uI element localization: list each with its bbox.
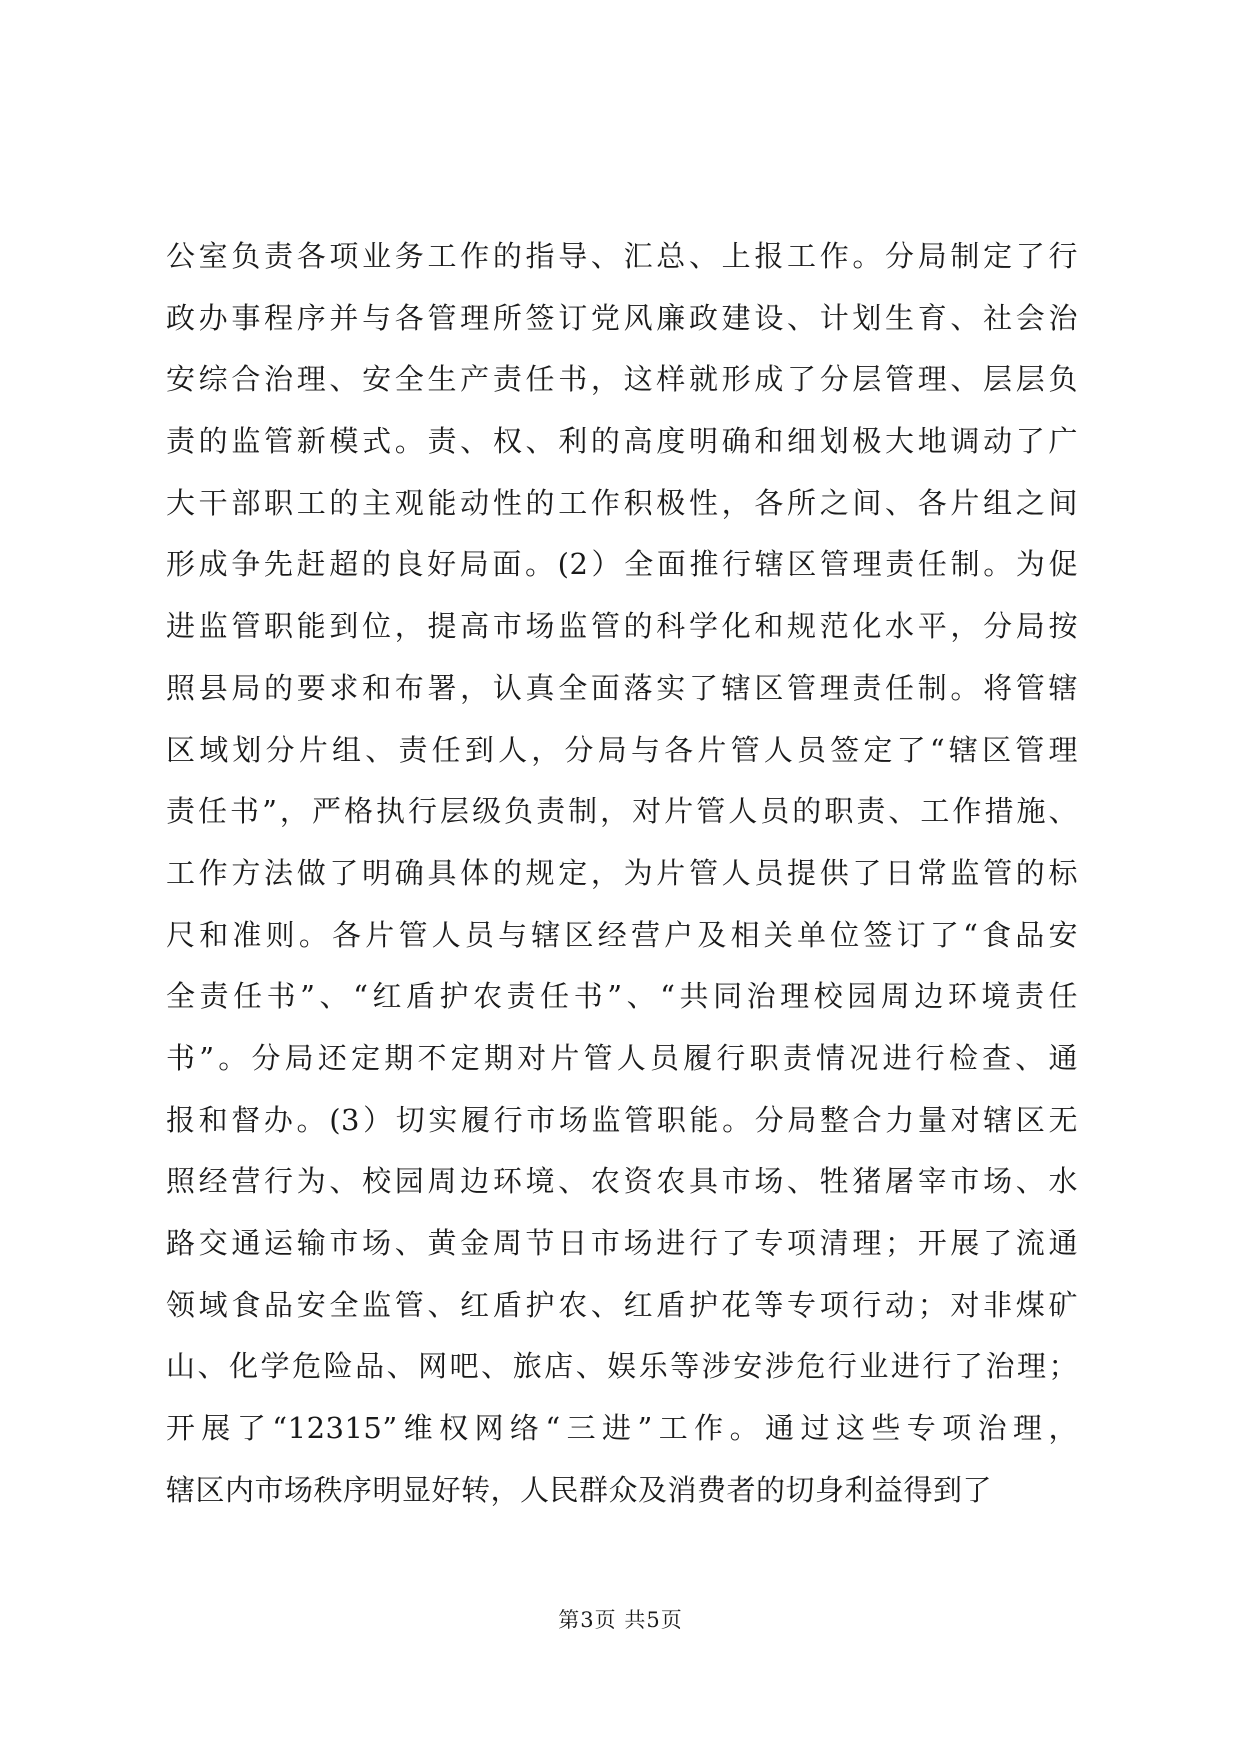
text-line: 报和督办。(3）切实履行市场监管职能。分局整合力量对辖区无 [166, 1102, 1078, 1137]
text-line: 责任书”，严格执行层级负责制，对片管人员的职责、工作措施、 [166, 794, 1078, 829]
text-line: 照经营行为、校园周边环境、农资农具市场、牲猪屠宰市场、水 [166, 1164, 1078, 1199]
body-paragraph [166, 226, 1078, 1521]
text-line: 开展了“12315”维权网络“三进”工作。通过这些专项治理， [166, 1411, 1078, 1446]
text-line: 全责任书”、“红盾护农责任书”、“共同治理校园周边环境责任 [166, 979, 1078, 1014]
text-line: 公室负责各项业务工作的指导、汇总、上报工作。分局制定了行 [166, 239, 1078, 273]
text-line: 进监管职能到位，提高市场监管的科学化和规范化水平，分局按 [166, 609, 1078, 644]
text-line: 书”。分局还定期不定期对片管人员履行职责情况进行检查、通 [166, 1040, 1078, 1075]
text-line: 安综合治理、安全生产责任书，这样就形成了分层管理、层层负 [166, 362, 1078, 397]
text-line: 区域划分片组、责任到人，分局与各片管人员签定了“辖区管理 [166, 732, 1078, 767]
text-line: 形成争先赶超的良好局面。(2）全面推行辖区管理责任制。为促 [166, 547, 1078, 582]
text-line: 辖区内市场秩序明显好转，人民群众及消费者的切身利益得到了 [166, 1472, 993, 1507]
text-line: 大干部职工的主观能动性的工作积极性，各所之间、各片组之间 [166, 485, 1078, 520]
text-line: 政办事程序并与各管理所签订党风廉政建设、计划生育、社会治 [166, 300, 1078, 335]
text-line: 责的监管新模式。责、权、利的高度明确和细划极大地调动了广 [166, 424, 1078, 459]
text-line: 山、化学危险品、网吧、旅店、娱乐等涉安涉危行业进行了治理； [166, 1349, 1078, 1384]
text-line: 工作方法做了明确具体的规定，为片管人员提供了日常监管的标 [166, 855, 1078, 890]
text-line: 领域食品安全监管、红盾护农、红盾护花等专项行动；对非煤矿 [166, 1287, 1078, 1322]
text-line: 尺和准则。各片管人员与辖区经营户及相关单位签订了“食品安 [166, 917, 1078, 952]
text-line: 照县局的要求和布署，认真全面落实了辖区管理责任制。将管辖 [166, 670, 1078, 705]
text-line: 路交通运输市场、黄金周节日市场进行了专项清理；开展了流通 [166, 1226, 1078, 1260]
page-number-footer: 第3页 共5页 [558, 1608, 683, 1632]
